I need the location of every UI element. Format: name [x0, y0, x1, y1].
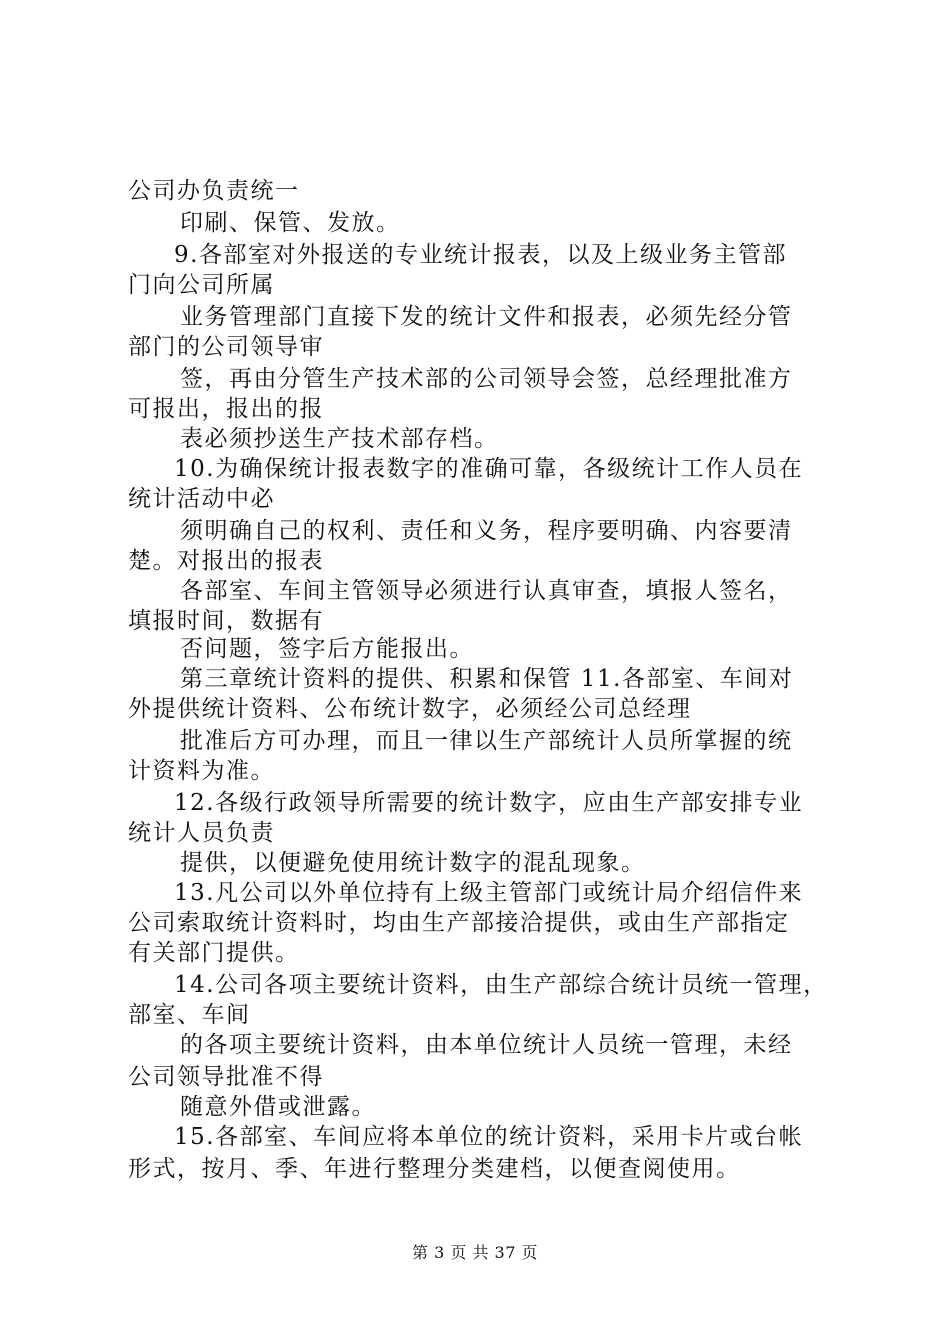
text-line: 部门的公司领导审	[128, 334, 324, 360]
text-line: 形式，按月、季、年进行整理分类建档，以便查阅使用。	[128, 1156, 741, 1182]
text-line: 批准后方可办理，而且一律以生产部统计人员所掌握的统	[180, 728, 793, 754]
text-line: 9.各部室对外报送的专业统计报表，以及上级业务主管部	[174, 242, 787, 268]
text-line: 计资料为准。	[128, 758, 275, 784]
text-line: 业务管理部门直接下发的统计文件和报表，必须先经分管	[180, 304, 793, 330]
text-line: 的各项主要统计资料，由本单位统计人员统一管理，未经	[180, 1032, 793, 1058]
text-line: 第三章统计资料的提供、积累和保管 11.各部室、车间对	[180, 666, 794, 692]
text-line: 部室、车间	[128, 1002, 251, 1028]
text-line: 须明确自己的权利、责任和义务，程序要明确、内容要清	[180, 518, 793, 544]
text-line: 外提供统计资料、公布统计数字，必须经公司总经理	[128, 696, 692, 722]
text-line: 随意外借或泄露。	[180, 1094, 376, 1120]
text-line: 可报出，报出的报	[128, 396, 324, 422]
page-number-footer: 第 3 页 共 37 页	[412, 1243, 538, 1262]
text-line: 12.各级行政领导所需要的统计数字，应由生产部安排专业	[174, 790, 804, 816]
text-line: 否问题，签字后方能报出。	[180, 636, 474, 662]
text-line: 楚。对报出的报表	[128, 548, 324, 574]
text-line: 印刷、保管、发放。	[180, 210, 401, 236]
text-line: 表必须抄送生产技术部存档。	[180, 426, 499, 452]
text-line: 门向公司所属	[128, 272, 275, 298]
text-line: 14.公司各项主要统计资料，由生产部综合统计员统一管理，	[174, 972, 828, 998]
text-line: 公司办负责统一	[128, 178, 300, 204]
text-line: 10.为确保统计报表数字的准确可靠，各级统计工作人员在	[174, 456, 804, 482]
text-line: 13.凡公司以外单位持有上级主管部门或统计局介绍信件来	[174, 880, 804, 906]
text-line: 公司索取统计资料时，均由生产部接洽提供，或由生产部指定	[128, 910, 790, 936]
text-line: 填报时间，数据有	[128, 608, 324, 634]
text-line: 有关部门提供。	[128, 940, 300, 966]
text-line: 公司领导批准不得	[128, 1064, 324, 1090]
text-line: 统计人员负责	[128, 820, 275, 846]
text-line: 统计活动中必	[128, 486, 275, 512]
text-line: 各部室、车间主管领导必须进行认真审查，填报人签名，	[180, 578, 793, 604]
text-line: 15.各部室、车间应将本单位的统计资料，采用卡片或台帐	[174, 1124, 804, 1150]
text-line: 提供，以便避免使用统计数字的混乱现象。	[180, 850, 646, 876]
text-line: 签，再由分管生产技术部的公司领导会签，总经理批准方	[180, 366, 793, 392]
